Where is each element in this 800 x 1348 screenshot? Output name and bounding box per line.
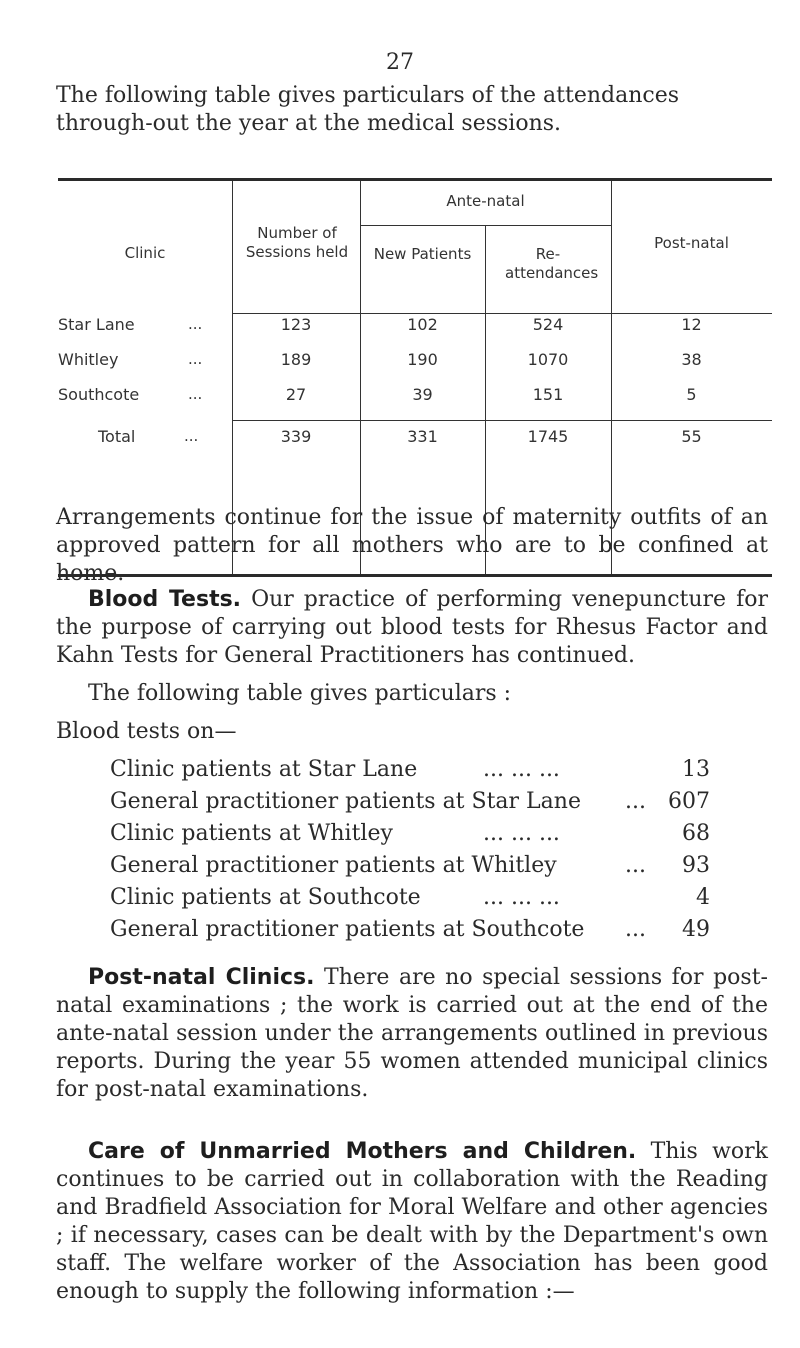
list-item-label: General practitioner patients at Whitley (110, 853, 557, 878)
list-item (110, 916, 710, 944)
list-item (110, 788, 710, 816)
total-rule (232, 420, 772, 421)
row-re-attendances: 151 (532, 385, 564, 404)
row-re-attendances: 524 (532, 315, 564, 334)
row-sessions: 189 (280, 350, 312, 369)
row-sessions: 27 (285, 385, 307, 404)
leader-dots: ... (625, 789, 646, 814)
total-sessions: 339 (280, 427, 312, 446)
leader-dots: ... (625, 917, 646, 942)
row-new-patients: 190 (407, 350, 438, 369)
list-item-value: 93 (682, 853, 710, 878)
leader-dots: ... (184, 427, 199, 445)
list-item-value: 13 (682, 757, 710, 782)
total-postnatal: 55 (681, 427, 702, 446)
leader-dots: ... ... ... (483, 821, 560, 846)
list-item (110, 852, 710, 880)
header-bottom-rule (232, 313, 772, 314)
postnatal-clinics-heading: Post-natal Clinics. (88, 965, 315, 990)
leader-dots: ... (188, 315, 203, 333)
blood-tests-text: Our practice of performing venepuncture for the purpose of carrying out blood tests for Rhesus Factor and Kahn Tests for General Practitioners has continued. (56, 587, 768, 668)
list-item-label: General practitioner patients at Southcote (110, 917, 585, 942)
total-new-patients: 331 (407, 427, 438, 446)
row-re-attendances: 1070 (527, 350, 569, 369)
row-postnatal: 5 (686, 385, 697, 404)
leader-dots: ... (625, 853, 646, 878)
header-re-attendances: Re- attendances (505, 245, 599, 282)
leader-dots: ... (188, 385, 203, 403)
blood-list-heading: Blood tests on— (56, 719, 237, 744)
row-sessions: 123 (280, 315, 312, 334)
list-item-label: Clinic patients at Whitley (110, 821, 393, 846)
blood-table-intro: The following table gives particulars : (88, 681, 512, 706)
blood-tests-heading: Blood Tests. (88, 587, 242, 612)
unmarried-mothers-paragraph (56, 1138, 768, 1306)
blood-tests-paragraph (56, 586, 768, 670)
maternity-outfits-paragraph: Arrangements continue for the issue of maternity outfits of an approved pattern for all mothers who are to be confined at home. (56, 505, 768, 586)
antenatal-subheader-rule (360, 225, 611, 226)
row-clinic-name: Southcote (58, 385, 140, 404)
postnatal-clinics-text: There are no special sessions for post-natal examinations ; the work is carried out at the end of the ante-natal session under the arrangements outlined in previous reports. During the year 55 women attended municipal clinics for post-natal examinations. (56, 965, 768, 1102)
page-number: 27 (386, 50, 414, 75)
row-new-patients: 102 (407, 315, 438, 334)
list-item (110, 756, 710, 784)
leader-dots: ... (188, 350, 203, 368)
row-clinic-name: Whitley (58, 350, 119, 369)
postnatal-clinics-paragraph (56, 964, 768, 1104)
row-clinic-name: Star Lane (58, 315, 135, 334)
list-item (110, 820, 710, 848)
header-antenatal: Ante-natal (446, 192, 525, 210)
table-top-rule (58, 178, 772, 181)
leader-dots: ... ... ... (483, 757, 560, 782)
row-postnatal: 12 (681, 315, 702, 334)
header-clinic: Clinic (124, 244, 166, 262)
list-item-label: Clinic patients at Star Lane (110, 757, 418, 782)
list-item-label: Clinic patients at Southcote (110, 885, 421, 910)
total-re-attendances: 1745 (527, 427, 569, 446)
list-item-label: General practitioner patients at Star Lane (110, 789, 581, 814)
list-item-value: 68 (682, 821, 710, 846)
unmarried-mothers-text: This work continues to be carried out in collaboration with the Reading and Bradfield Association for Moral Welfare and other agencies ; if necessary, cases can be dealt with by the Department's own staff. The welfare worker of the Association has been good enough to supply the following information :— (56, 1139, 768, 1304)
list-item-value: 4 (696, 885, 710, 910)
header-sessions: Number of Sessions held (245, 224, 349, 261)
row-postnatal: 38 (681, 350, 702, 369)
total-label: Total (98, 427, 136, 446)
unmarried-mothers-heading: Care of Unmarried Mothers and Children. (88, 1139, 637, 1164)
list-item (110, 884, 710, 912)
intro-paragraph: The following table gives particulars of the attendances through-out the year at the medical sessions. (56, 83, 680, 136)
leader-dots: ... ... ... (483, 885, 560, 910)
row-new-patients: 39 (412, 385, 433, 404)
header-postnatal: Post-natal (654, 234, 729, 252)
header-new-patients: New Patients (373, 245, 472, 263)
list-item-value: 49 (682, 917, 710, 942)
list-item-value: 607 (668, 789, 710, 814)
